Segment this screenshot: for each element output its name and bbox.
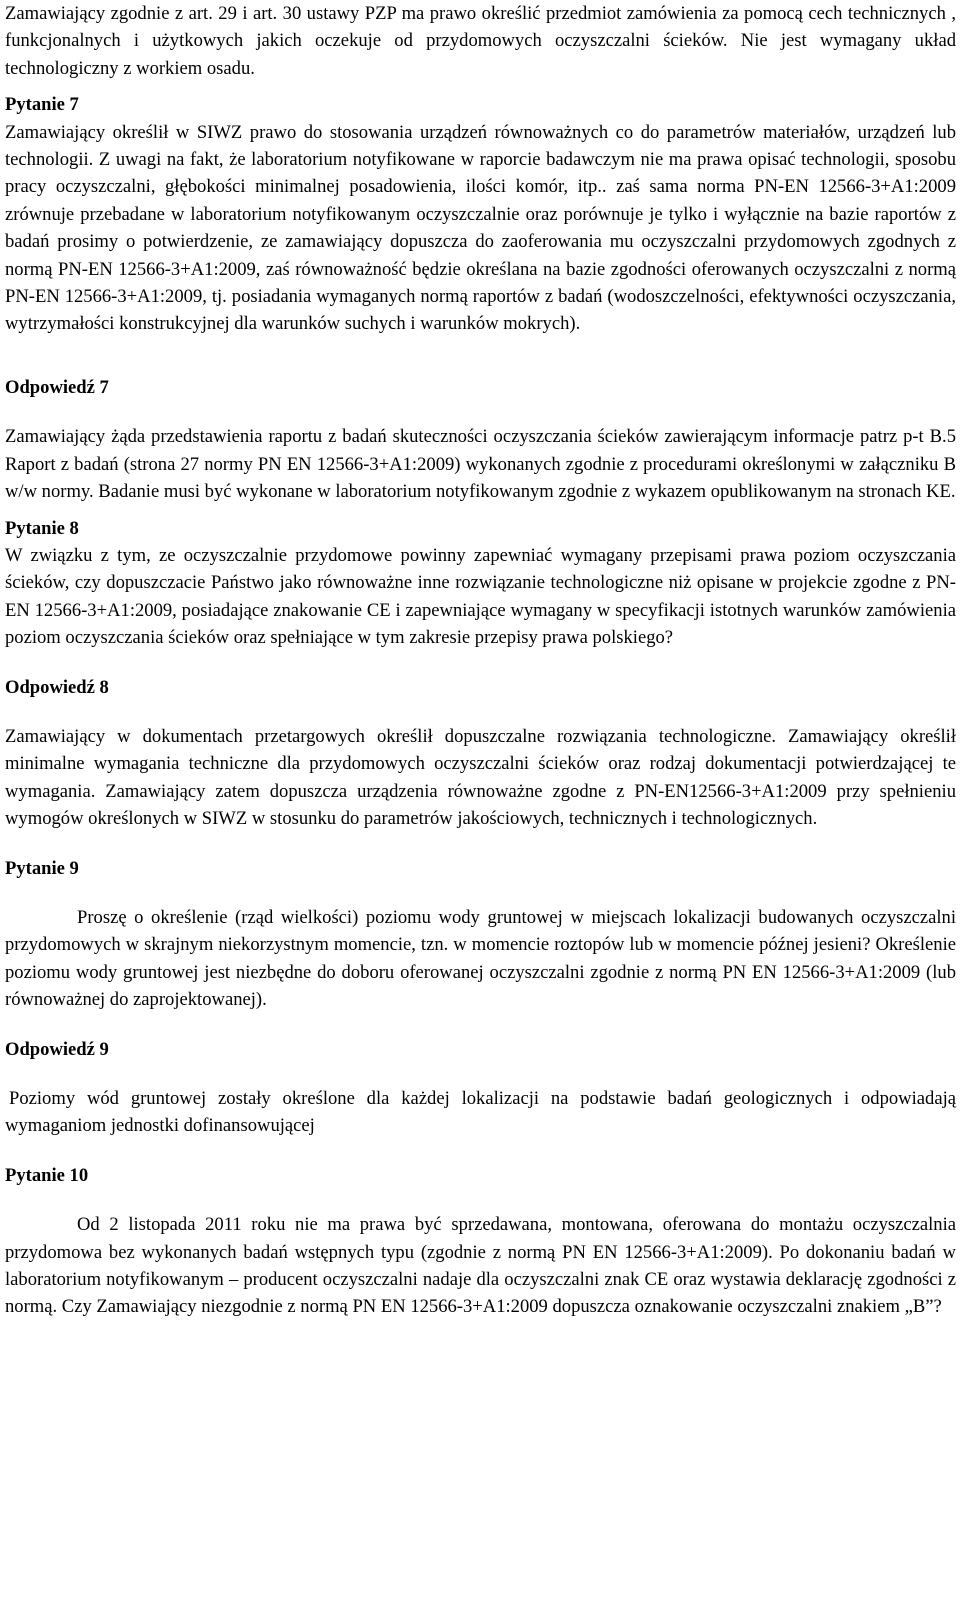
spacer <box>5 401 956 423</box>
answer-7-text: Zamawiający żąda przedstawienia raportu z badań skuteczności oczyszczania ścieków zawierającym informacje patrz p-t B.5 Raport z badań (strona 27 normy PN EN 12566-3+A1:2009) wykonanych zgodnie z procedurami określonymi w załączniku B w/w normy. Badanie musi być wykonane w laboratorium notyfikowanym zgodnie z wykazem opublikowanym na stronach KE. <box>5 426 956 503</box>
question-10-heading: Pytanie 10 <box>5 1164 89 1186</box>
spacer <box>5 1189 956 1211</box>
spacer <box>5 652 956 674</box>
spacer <box>5 1063 956 1085</box>
answer-8-text: Zamawiający w dokumentach przetargowych określił dopuszczalne rozwiązania technologiczne. Zamawiający określił minimalne wymagania techniczne dla przydomowych oczyszczalni ścieków oraz rodzaj dokumentacji potwierdzającej te wymagania. Zamawiający zatem dopuszcza urządzenia równoważne zgodne z PN-EN12566-3+A1:2009 przy spełnieniu wymogów określonych w SIWZ w stosunku do parametrów jakościowych, technicznych i technologicznych. <box>5 725 956 830</box>
spacer <box>5 1140 956 1162</box>
answer-7-heading: Odpowiedź 7 <box>5 376 109 398</box>
spacer <box>5 82 956 91</box>
answer-9-text: Poziomy wód gruntowej zostały określone dla każdej lokalizacji na podstawie badań geologicznych i odpowiadają wymaganiom jednostki dofinansowującej <box>5 1088 956 1137</box>
question-9-text: Proszę o określenie (rząd wielkości) poziomu wody gruntowej w miejscach lokalizacji budowanych oczyszczalni przydomowych w skrajnym niekorzystnym momencie, tzn. w momencie roztopów lub w momencie późnej jesieni? Określenie poziomu wody gruntowej jest niezbędne do doboru oferowanej oczyszczalni zgodnie z normą PN EN 12566-3+A1:2009 (lub równoważnej do zaprojektowanej). <box>5 906 956 1011</box>
spacer <box>5 338 956 374</box>
question-9-heading: Pytanie 9 <box>5 857 79 879</box>
spacer <box>5 1014 956 1036</box>
question-7-text: Zamawiający określił w SIWZ prawo do stosowania urządzeń równoważnych co do parametrów materiałów, urządzeń lub technologii. Z uwagi na fakt, że laboratorium notyfikowane w raporcie badawczym nie ma prawa opisać technologii, sposobu pracy oczyszczalni, głębokości minimalnej posadowienia, ilości komór, itp.. zaś sama norma PN-EN 12566-3+A1:2009 zrównuje przebadane w laboratorium notyfikowanym oczyszczalnie oraz porównuje je tylko i wyłącznie na bazie raportów z badań prosimy o potwierdzenie, ze zamawiający dopuszcza do zaoferowania mu oczyszczalni przydomowych zgodnych z normą PN-EN 12566-3+A1:2009, zaś równoważność będzie określana na bazie zgodności oferowanych oczyszczalni z normą PN-EN 12566-3+A1:2009, tj. posiadania wymaganych normą raportów z badań (wodoszczelności, efektywności oczyszczania, wytrzymałości konstrukcyjnej dla warunków suchych i warunków mokrych). <box>5 121 956 335</box>
question-8-text: W związku z tym, ze oczyszczalnie przydomowe powinny zapewniać wymagany przepisami prawa poziom oczyszczania ścieków, czy dopuszczacie Państwo jako równoważne inne rozwiązanie technologiczne niż opisane w projekcie zgodne z PN-EN 12566-3+A1:2009, posiadające znakowanie CE i zapewniające wymagany w specyfikacji istotnych warunków zamówienia poziom oczyszczania ścieków oraz spełniające w tym zakresie przepisy prawa polskiego? <box>5 544 956 649</box>
spacer <box>5 833 956 855</box>
question-7-heading: Pytanie 7 <box>5 94 79 116</box>
spacer <box>5 701 956 723</box>
spacer <box>5 506 956 515</box>
answer-8-heading: Odpowiedź 8 <box>5 676 109 698</box>
intro-paragraph: Zamawiający zgodnie z art. 29 i art. 30 ustawy PZP ma prawo określić przedmiot zamówienia za pomocą cech technicznych , funkcjonalnych i użytkowych jakich oczekuje od przydomowych oczyszczalni ścieków. Nie jest wymagany układ technologiczny z workiem osadu. <box>5 3 956 79</box>
question-10-text: Od 2 listopada 2011 roku nie ma prawa być sprzedawana, montowana, oferowana do montażu oczyszczalnia przydomowa bez wykonanych badań wstępnych typu (zgodnie z normą PN EN 12566-3+A1:2009). Po dokonaniu badań w laboratorium notyfikowanym – producent oczyszczalni nadaje dla oczyszczalni znak CE oraz wystawia deklarację zgodności z normą. Czy Zamawiający niezgodnie z normą PN EN 12566-3+A1:2009 dopuszcza oznakowanie oczyszczalni znakiem „B”? <box>5 1214 956 1318</box>
spacer <box>5 882 956 904</box>
answer-9-heading: Odpowiedź 9 <box>5 1038 109 1060</box>
document-page <box>5 0 956 1321</box>
question-8-heading: Pytanie 8 <box>5 517 79 539</box>
